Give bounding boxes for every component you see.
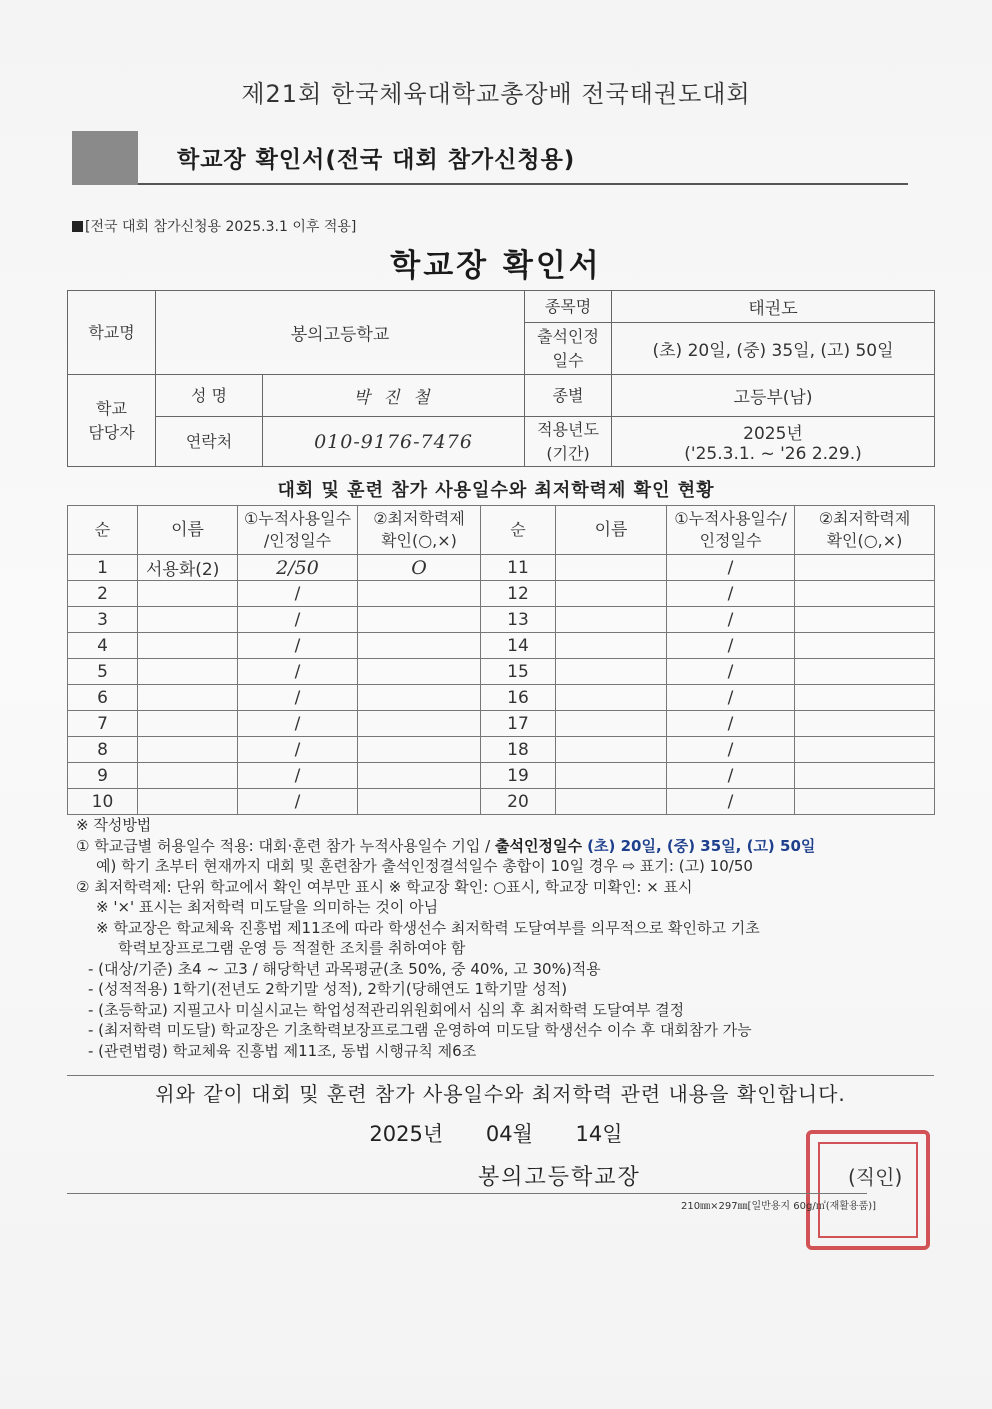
row-no: 3 xyxy=(68,607,138,633)
event-name: 태권도 xyxy=(612,291,935,323)
note-2-b: ※ 학교장은 학교체육 진흥법 제11조에 따라 학생선수 최저학력 도달여부를 의무적으로 확인하고 기초 xyxy=(96,918,760,937)
event-title: 제21회 한국체육대학교총장배 전국태권도대회 xyxy=(241,80,751,108)
manager-label: 학교 담당자 xyxy=(68,375,156,467)
applicability-tag xyxy=(72,216,356,236)
attendance-label: 출석인정 일수 xyxy=(525,323,612,375)
section-title: 대회 및 훈련 참가 사용일수와 최저학력제 확인 현황 xyxy=(277,480,715,501)
row-days-right: / xyxy=(667,789,795,815)
table-row xyxy=(68,737,935,763)
table-row xyxy=(68,659,935,685)
header-name: 이름 xyxy=(138,506,238,555)
row-no-right: 15 xyxy=(481,659,556,685)
note-1-days: (초) 20일, (중) 35일, (고) 50일 xyxy=(581,836,816,855)
table-row xyxy=(68,555,935,581)
row-no-right: 16 xyxy=(481,685,556,711)
manager-name-handwritten: 박 진 철 xyxy=(263,375,525,417)
note-2-a: ※ '×' 표시는 최저학력 미도달을 의미하는 것이 아님 xyxy=(96,898,439,916)
row-check-right xyxy=(795,633,935,659)
banner-block xyxy=(72,131,138,185)
row-no: 8 xyxy=(68,737,138,763)
row-days-right: / xyxy=(667,659,795,685)
row-name-right xyxy=(556,607,667,633)
table-row xyxy=(68,633,935,659)
applicability-tag-text: [전국 대회 참가신청용 2025.3.1 이후 적용] xyxy=(85,219,357,235)
row-no-right: 14 xyxy=(481,633,556,659)
attendance-value: (초) 20일, (중) 35일, (고) 50일 xyxy=(612,323,935,375)
form-banner xyxy=(72,131,908,185)
row-no-right: 17 xyxy=(481,711,556,737)
detail-2: - (성적적용) 1학기(전년도 2학기말 성적), 2학기(당해연도 1학기말 성적) xyxy=(88,980,568,998)
table-row xyxy=(68,711,935,737)
row-no: 5 xyxy=(68,659,138,685)
row-check: O xyxy=(358,555,481,581)
row-check xyxy=(358,685,481,711)
row-name-right xyxy=(556,581,667,607)
row-check xyxy=(358,659,481,685)
row-name-right xyxy=(556,555,667,581)
row-name-right xyxy=(556,685,667,711)
school-label: 학교명 xyxy=(68,291,156,375)
principal-title: 봉의고등학교장 xyxy=(478,1165,641,1190)
name-label: 성 명 xyxy=(156,375,263,417)
table-row xyxy=(68,789,935,815)
header-no-right: 순 xyxy=(481,506,556,555)
row-no-right: 12 xyxy=(481,581,556,607)
date-day: 14일 xyxy=(575,1122,623,1146)
header-check: ②최저학력제 확인(○,×) xyxy=(358,506,481,555)
row-name-right xyxy=(556,737,667,763)
header-days-right: ①누적사용일수/ 인정일수 xyxy=(667,506,795,555)
seal-inner-border xyxy=(818,1142,918,1238)
row-no: 2 xyxy=(68,581,138,607)
detail-3: - (초등학교) 지필고사 미실시교는 학업성적관리위원회에서 심의 후 최저학력 도달여부 결정 xyxy=(88,1000,685,1019)
row-no: 9 xyxy=(68,763,138,789)
row-name-right xyxy=(556,763,667,789)
header-no: 순 xyxy=(68,506,138,555)
banner-underline xyxy=(138,183,908,185)
division-value: 고등부(남) xyxy=(612,375,935,417)
row-name xyxy=(138,737,238,763)
row-check-right xyxy=(795,581,935,607)
note-1-emphasis: 출석인정일수 xyxy=(495,836,582,855)
info-table xyxy=(67,290,935,467)
row-days-right: / xyxy=(667,685,795,711)
row-check xyxy=(358,711,481,737)
note-1-text: ① 학교급별 허용일수 적용: 대회·훈련 참가 누적사용일수 기입 / xyxy=(76,836,495,855)
row-check xyxy=(358,581,481,607)
row-name xyxy=(138,789,238,815)
instructions xyxy=(76,815,936,1061)
roster-table xyxy=(67,505,935,815)
date-month: 04월 xyxy=(485,1122,533,1146)
detail-5: - (관련법령) 학교체육 진흥법 제11조, 동법 시행규칙 제6조 xyxy=(88,1041,477,1060)
row-check-right xyxy=(795,711,935,737)
row-days-right: / xyxy=(667,581,795,607)
row-name xyxy=(138,763,238,789)
detail-1: - (대상/기준) 초4 ~ 고3 / 해당학년 과목평균(초 50%, 중 40%, 고 30%)적용 xyxy=(88,959,601,978)
seal-mark: (직인) xyxy=(848,1165,903,1189)
row-days: / xyxy=(238,685,358,711)
year-period: ('25.3.1. ~ '26 2.29.) xyxy=(684,444,862,464)
roster-body xyxy=(68,555,935,815)
row-no-right: 19 xyxy=(481,763,556,789)
row-no: 4 xyxy=(68,633,138,659)
instructions-heading: ※ 작성방법 xyxy=(76,816,152,834)
row-check-right xyxy=(795,737,935,763)
row-name xyxy=(138,711,238,737)
row-name xyxy=(138,659,238,685)
row-days: / xyxy=(238,789,358,815)
row-check xyxy=(358,737,481,763)
row-days: / xyxy=(238,711,358,737)
row-name-right xyxy=(556,789,667,815)
row-check xyxy=(358,633,481,659)
row-days-right: / xyxy=(667,633,795,659)
contact-label: 연락처 xyxy=(156,417,263,467)
row-no-right: 18 xyxy=(481,737,556,763)
row-no-right: 11 xyxy=(481,555,556,581)
roster-header-row xyxy=(68,506,935,555)
note-2: ② 최저학력제: 단위 학교에서 확인 여부만 표시 ※ 학교장 확인: ○표시, 학교장 미확인: × 표시 xyxy=(76,877,693,896)
table-row xyxy=(68,607,935,633)
row-days: / xyxy=(238,737,358,763)
detail-4: - (최저학력 미도달) 학교장은 기초학력보장프로그램 운영하여 미도달 학생선수 이수 후 대회참가 가능 xyxy=(88,1021,752,1039)
row-check-right xyxy=(795,789,935,815)
row-no: 1 xyxy=(68,555,138,581)
document-title: 학교장 확인서 xyxy=(390,248,602,284)
row-days-right: / xyxy=(667,763,795,789)
year-cell xyxy=(612,417,935,467)
row-check xyxy=(358,607,481,633)
table-row xyxy=(68,685,935,711)
row-name xyxy=(138,685,238,711)
row-check-right xyxy=(795,555,935,581)
row-check-right xyxy=(795,763,935,789)
row-name xyxy=(138,607,238,633)
event-label: 종목명 xyxy=(525,291,612,323)
square-bullet-icon xyxy=(72,221,83,232)
paper-spec-footnote: 210㎜×297㎜[일반용지 60g/㎡(재활용품)] xyxy=(681,1201,877,1212)
division-label: 종별 xyxy=(525,375,612,417)
row-check-right xyxy=(795,659,935,685)
row-name-right xyxy=(556,633,667,659)
row-check xyxy=(358,763,481,789)
row-check-right xyxy=(795,607,935,633)
row-days-right: / xyxy=(667,555,795,581)
date-year: 2025년 xyxy=(369,1122,444,1146)
official-seal-icon xyxy=(806,1130,930,1250)
row-no: 6 xyxy=(68,685,138,711)
year-value: 2025년 xyxy=(743,424,803,444)
row-days-right: / xyxy=(667,737,795,763)
row-days: / xyxy=(238,607,358,633)
row-no: 10 xyxy=(68,789,138,815)
row-days-right: / xyxy=(667,711,795,737)
contact-handwritten: 010-9176-7476 xyxy=(263,417,525,467)
row-name xyxy=(138,581,238,607)
banner-title: 학교장 확인서(전국 대회 참가신청용) xyxy=(177,147,576,173)
header-name-right: 이름 xyxy=(556,506,667,555)
row-name xyxy=(138,633,238,659)
row-name-right xyxy=(556,711,667,737)
table-row xyxy=(68,763,935,789)
confirmation-statement: 위와 같이 대회 및 훈련 참가 사용일수와 최저학력 관련 내용을 확인합니다. xyxy=(67,1075,934,1107)
row-days: 2/50 xyxy=(238,555,358,581)
row-days: / xyxy=(238,633,358,659)
row-days-right: / xyxy=(667,607,795,633)
row-no: 7 xyxy=(68,711,138,737)
row-name-right xyxy=(556,659,667,685)
note-1-example: 예) 학기 초부터 현재까지 대회 및 훈련참가 출석인정결석일수 총합이 10일 경우 ⇨ 표기: (고) 10/50 xyxy=(96,857,753,875)
header-days: ①누적사용일수 /인정일수 xyxy=(238,506,358,555)
note-2-c: 학력보장프로그램 운영 등 적절한 조치를 취하여야 함 xyxy=(118,939,466,957)
row-check-right xyxy=(795,685,935,711)
row-days: / xyxy=(238,659,358,685)
year-label: 적용년도 (기간) xyxy=(525,417,612,467)
header-check-right: ②최저학력제 확인(○,×) xyxy=(795,506,935,555)
bottom-rule xyxy=(67,1193,867,1194)
row-no-right: 20 xyxy=(481,789,556,815)
row-check xyxy=(358,789,481,815)
row-days: / xyxy=(238,763,358,789)
school-name: 봉의고등학교 xyxy=(156,291,525,375)
table-row xyxy=(68,581,935,607)
row-no-right: 13 xyxy=(481,607,556,633)
row-days: / xyxy=(238,581,358,607)
note-1 xyxy=(76,836,936,857)
row-name: 서용화(2) xyxy=(138,555,238,581)
